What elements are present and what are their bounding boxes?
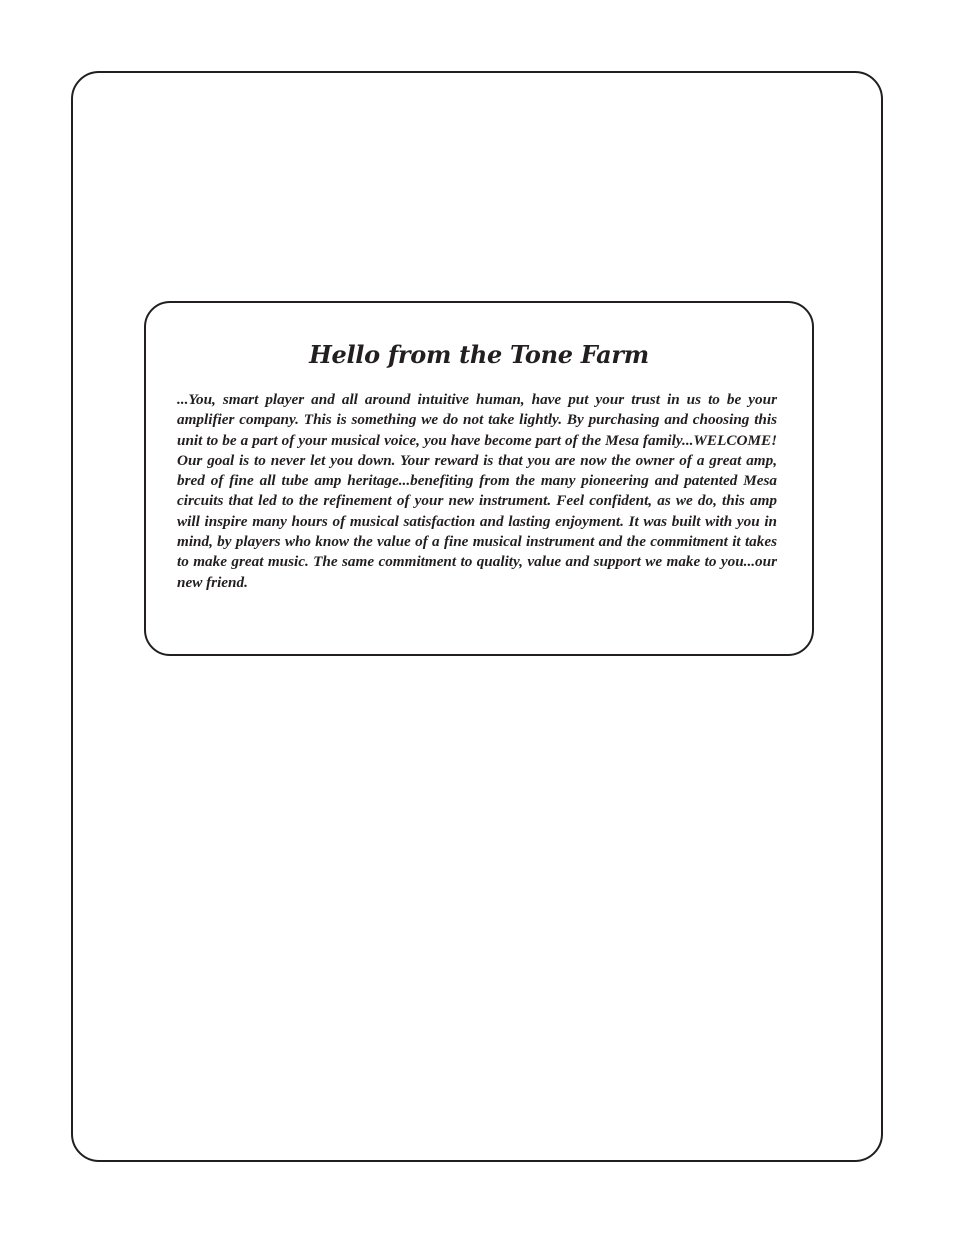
welcome-body-text: ...You, smart player and all around intuitive human, have put your trust in us to be your amplifier company. This is something we do not take lightly. By purchasing and choosing this unit to be a part of your musical voice, you have become part of the Mesa family...WELCOME! Our goal is to never let you down. Your reward is that you are now the owner of a great amp, bred of fine all tube amp heritage...benefiting from the many pioneering and patented Mesa circuits that led to the refinement of your new instrument. Feel confident, as we do, this amp will inspire many hours of musical satisfaction and lasting enjoyment. It was built with you in mind, by players who know the value of a fine musical instrument and the commitment it takes to make great music. The same commitment to quality, value and support we make to you...our new friend. [177,391,777,591]
welcome-title: Hello from the Tone Farm [309,340,649,369]
welcome-message-box [144,301,814,656]
